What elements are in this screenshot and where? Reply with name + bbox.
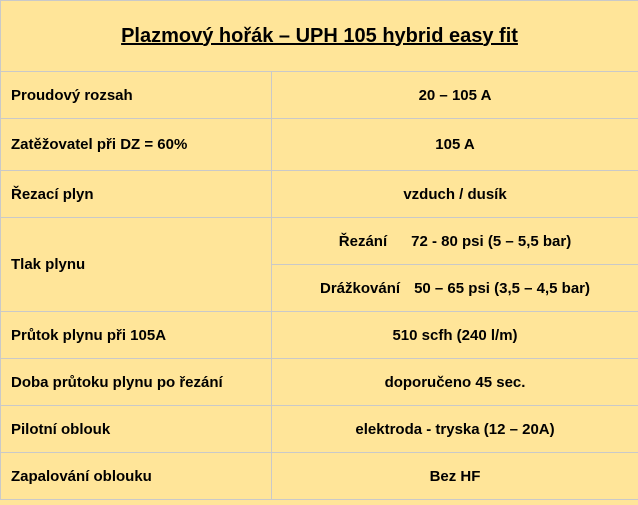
table-row bbox=[1, 312, 638, 359]
table-row bbox=[1, 218, 638, 265]
row-value: 20 – 105 A bbox=[272, 72, 638, 119]
row-subvalue bbox=[272, 265, 638, 312]
row-label: Řezací plyn bbox=[1, 171, 272, 218]
row-value: elektroda - tryska (12 – 20A) bbox=[272, 406, 638, 453]
row-value: 105 A bbox=[272, 119, 638, 171]
table-row bbox=[1, 72, 638, 119]
row-label: Zapalování oblouku bbox=[1, 453, 272, 500]
sub-label: Řezání bbox=[338, 232, 388, 250]
row-label: Tlak plynu bbox=[1, 218, 272, 312]
table-row bbox=[1, 406, 638, 453]
sub-label: Drážkování bbox=[320, 279, 401, 297]
row-value: doporučeno 45 sec. bbox=[272, 359, 638, 406]
table-row bbox=[1, 119, 638, 171]
row-label: Zatěžovatel při DZ = 60% bbox=[1, 119, 272, 171]
row-subvalue bbox=[272, 218, 638, 265]
row-label: Proudový rozsah bbox=[1, 72, 272, 119]
row-label: Pilotní oblouk bbox=[1, 406, 272, 453]
row-label: Doba průtoku plynu po řezání bbox=[1, 359, 272, 406]
row-value: vzduch / dusík bbox=[272, 171, 638, 218]
sub-value: 50 – 65 psi (3,5 – 4,5 bar) bbox=[414, 279, 590, 297]
row-value: 510 scfh (240 l/m) bbox=[272, 312, 638, 359]
table-title: Plazmový hořák – UPH 105 hybrid easy fit bbox=[1, 1, 638, 72]
row-label: Průtok plynu při 105A bbox=[1, 312, 272, 359]
row-value: Bez HF bbox=[272, 453, 638, 500]
table-row bbox=[1, 171, 638, 218]
table-row bbox=[1, 453, 638, 500]
table-row bbox=[1, 359, 638, 406]
sub-value: 72 - 80 psi (5 – 5,5 bar) bbox=[411, 232, 572, 250]
